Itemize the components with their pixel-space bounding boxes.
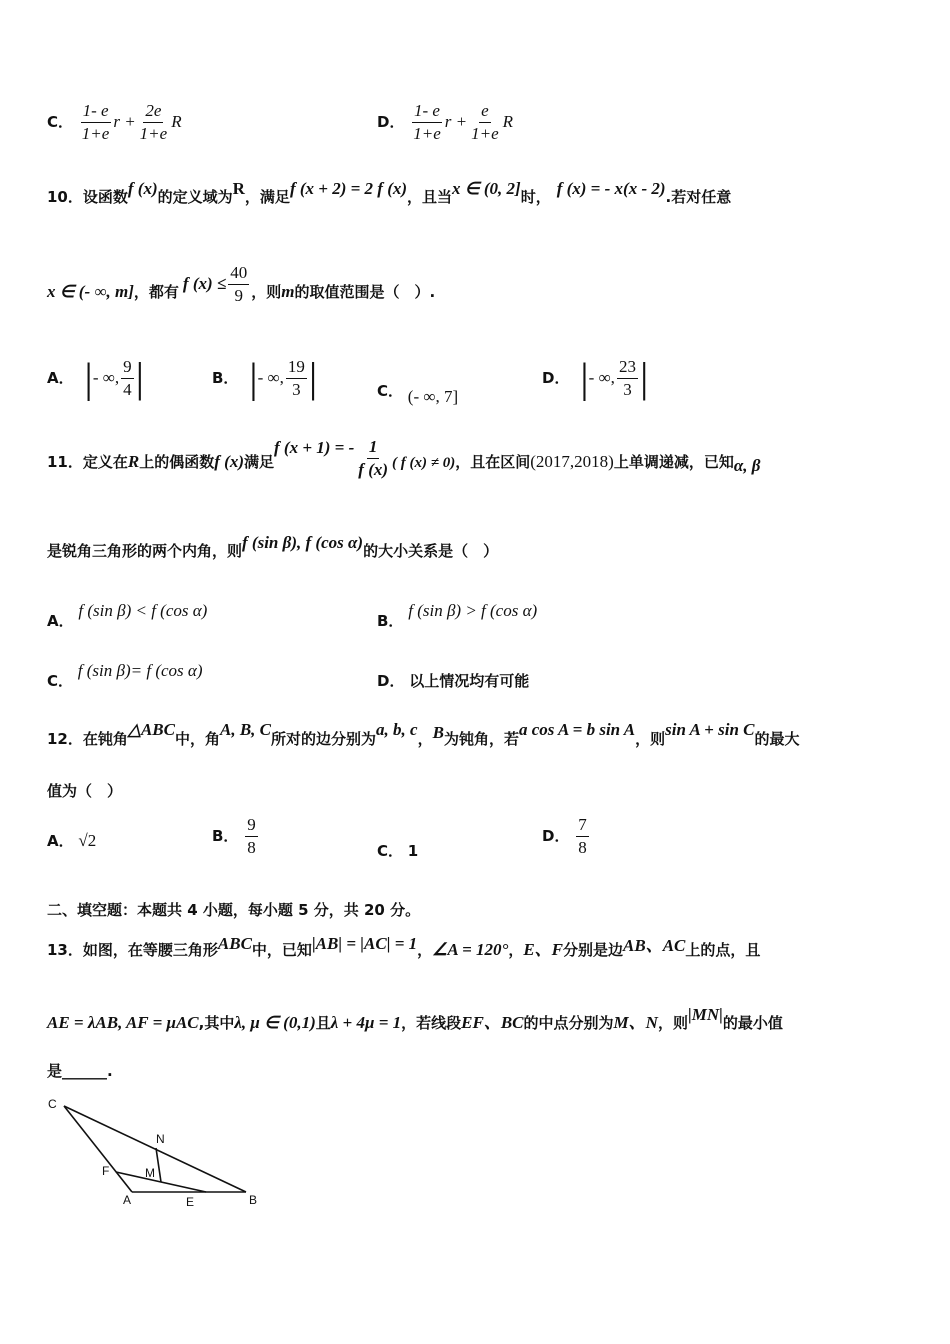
triangle-figure [44, 1096, 284, 1211]
option-label: D． [377, 113, 405, 131]
q11-option-d[interactable]: D． 以上情况均有可能 [377, 672, 530, 690]
q9-option-c[interactable]: C． $\frac{1- e}{1+e}$ r + $\frac{2e}{1+e}$ R [47, 101, 182, 143]
q10-option-d[interactable]: D． |- ∞, $\frac{23}{3}$ | [542, 355, 649, 402]
q13-stem-line1: 13．如图，在等腰三角形ABC中，已知|AB| = |AC| = 1，∠A = 120°，E、F分别是边AB、AC上的点，且 [47, 934, 761, 959]
segment-CA [64, 1106, 132, 1192]
section-title: 二、填空题：本题共 4 小题，每小题 5 分，共 20 分。 [47, 901, 421, 919]
q12-option-a[interactable]: A． √2 [47, 831, 97, 850]
q9-option-d[interactable]: D． $\frac{1- e}{1+e}$ r + $\frac{e}{1+e}$ R [377, 101, 514, 143]
q11-stem-line2: 是锐角三角形的两个内角，则f (sin β), f (cos α)的大小关系是（ ） [47, 533, 499, 560]
q10-option-a[interactable]: A． |- ∞, $\frac{9}{4}$ | [47, 355, 145, 402]
q10-stem-line1: 10．设函数f (x)的定义域为R，满足f (x + 2) = 2 f (x)，且当x ∈ (0, 2]时， f (x) = - x(x - 2).若对任意 [47, 179, 732, 206]
segment-CB [64, 1106, 246, 1192]
q10-stem-line2: x ∈ (- ∞, m]，都有 f (x) ≤ $\frac{40}{9}$ ，则m的取值范围是（ ）. [47, 263, 436, 305]
label-B: B [249, 1193, 258, 1207]
option-label: C． [47, 113, 74, 131]
q12-stem-line2: 值为（ ） [47, 782, 123, 800]
q10-option-b[interactable]: B． |- ∞, $\frac{19}{3}$ | [212, 355, 318, 402]
q11-option-c[interactable]: C． f (sin β)= f (cos α) [47, 661, 203, 690]
label-C: C [48, 1097, 57, 1111]
q11-stem-line1: 11．定义在R上的偶函数f (x)满足f (x + 1) = - $\frac{1}{f (x)}$ ( f (x) ≠ 0)，且在区间(2017,2018)上单调递减，已知α, β [47, 437, 761, 479]
q12-stem-line1: 12．在钝角△ABC中，角A, B, C所对的边分别为a, b, c，B为钝角，若a cos A = b sin A，则sin A + sin C的最大 [47, 720, 800, 748]
label-E: E [186, 1195, 195, 1209]
segment-MN [156, 1148, 161, 1182]
q13-stem-line3: 是______. [47, 1062, 113, 1080]
label-A: A [123, 1193, 132, 1207]
fraction: $\frac{1- e}{1+e}$ [81, 101, 110, 143]
q12-option-b[interactable]: B． $\frac{9}{8}$ [212, 815, 256, 857]
fraction: $\frac{1- e}{1+e}$ [413, 101, 441, 143]
q12-option-c[interactable]: C． 1 [377, 842, 419, 860]
q11-option-b[interactable]: B． f (sin β) > f (cos α) [377, 601, 538, 630]
q11-option-a[interactable]: A． f (sin β) < f (cos α) [47, 601, 208, 630]
label-M: M [145, 1166, 155, 1180]
q13-stem-line2: AE = λAB, AF = μAC,其中λ, μ ∈ (0,1)且λ + 4μ = 1，若线段EF、BC的中点分别为M、N，则|MN|的最小值 [47, 1005, 783, 1032]
fraction: $\frac{e}{1+e}$ [471, 101, 499, 143]
q10-option-c[interactable]: C． (- ∞, 7] [377, 382, 459, 406]
label-F: F [102, 1164, 110, 1178]
fraction: $\frac{2e}{1+e}$ [139, 101, 168, 143]
q12-option-d[interactable]: D． $\frac{7}{8}$ [542, 815, 587, 857]
label-N: N [156, 1132, 165, 1146]
